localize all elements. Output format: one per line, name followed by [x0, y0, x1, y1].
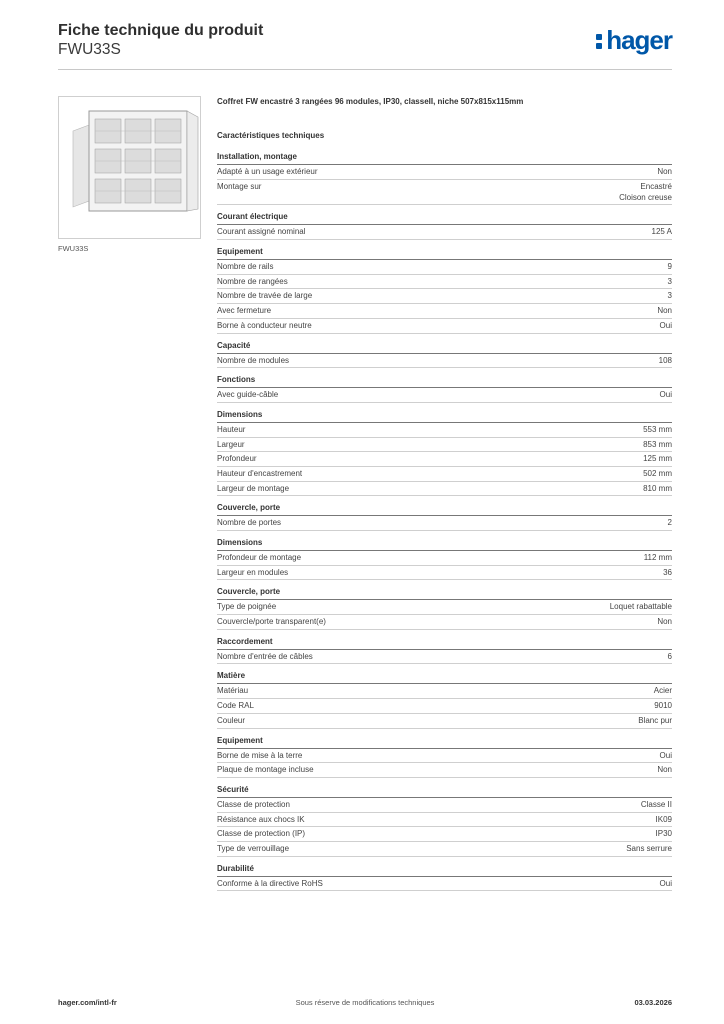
- spec-row: [217, 566, 672, 581]
- spec-value-line: Non: [657, 306, 672, 316]
- spec-group-title: Matière: [217, 670, 672, 684]
- spec-label: Courant assigné nominal: [217, 227, 306, 237]
- spec-value-line: Cloison creuse: [619, 192, 672, 202]
- image-caption: FWU33S: [58, 244, 89, 253]
- spec-value-line: Oui: [659, 878, 672, 888]
- spec-value-line: 125 mm: [643, 454, 672, 464]
- spec-value: [668, 290, 672, 301]
- spec-label: Nombre de modules: [217, 355, 290, 365]
- spec-group: [217, 784, 672, 857]
- spec-value-line: 553 mm: [643, 424, 672, 434]
- spec-value-line: IP30: [655, 829, 672, 839]
- spec-row: [217, 225, 672, 240]
- spec-row: [217, 467, 672, 482]
- spec-value-line: 6: [667, 651, 672, 661]
- footer-notice: Sous réserve de modifications techniques: [295, 998, 435, 1007]
- main-content: [217, 96, 672, 897]
- spec-group: [217, 636, 672, 665]
- spec-value-line: 9: [667, 262, 672, 272]
- spec-value: [643, 453, 672, 464]
- spec-value: [643, 439, 672, 450]
- specs-heading: Caractéristiques techniques: [217, 131, 325, 140]
- spec-value: [668, 517, 672, 528]
- spec-value: [660, 878, 672, 889]
- spec-value: [660, 750, 672, 761]
- spec-value-line: 3: [667, 276, 672, 286]
- spec-label: Hauteur d'encastrement: [217, 468, 303, 478]
- spec-value-line: 502 mm: [643, 468, 672, 478]
- spec-value: [638, 715, 672, 726]
- spec-row: [217, 354, 672, 369]
- spec-value: [656, 828, 672, 839]
- spec-label: Nombre de portes: [217, 518, 282, 528]
- spec-value: [654, 700, 672, 711]
- spec-group: [217, 537, 672, 580]
- spec-label: Montage sur: [217, 181, 262, 191]
- spec-group-title: Equipement: [217, 246, 672, 260]
- spec-value-line: Acier: [653, 686, 672, 696]
- spec-value: [660, 320, 672, 331]
- spec-label: Avec guide-câble: [217, 390, 279, 400]
- spec-label: Largeur de montage: [217, 483, 290, 493]
- spec-value: [657, 764, 672, 775]
- spec-value: [644, 552, 672, 563]
- spec-label: Classe de protection (IP): [217, 829, 306, 839]
- spec-group-title: Dimensions: [217, 537, 672, 551]
- spec-value: [660, 389, 672, 400]
- spec-label: Nombre de travée de large: [217, 291, 313, 301]
- spec-group: [217, 246, 672, 333]
- spec-label: Nombre de rails: [217, 262, 274, 272]
- spec-row: [217, 813, 672, 828]
- spec-label: Couvercle/porte transparent(e): [217, 617, 326, 627]
- spec-value-line: Non: [657, 617, 672, 627]
- footer-date: 03.03.2026: [634, 998, 672, 1007]
- spec-value-line: 125 A: [651, 227, 672, 237]
- spec-row: [217, 319, 672, 334]
- spec-row: [217, 516, 672, 531]
- product-description: Coffret FW encastré 3 rangées 96 modules, IP30, classeII, niche 507x815x115mm: [217, 97, 524, 106]
- spec-row: [217, 749, 672, 764]
- spec-label: Nombre de rangées: [217, 276, 288, 286]
- spec-row: [217, 650, 672, 665]
- spec-value-line: 3: [667, 291, 672, 301]
- spec-row: [217, 798, 672, 813]
- spec-row: [217, 423, 672, 438]
- spec-row: [217, 438, 672, 453]
- spec-value-line: Sans serrure: [626, 843, 672, 853]
- spec-label: Largeur: [217, 439, 245, 449]
- logo-text: hager: [606, 25, 672, 55]
- spec-value: [656, 814, 672, 825]
- spec-group: [217, 340, 672, 369]
- spec-value-line: Loquet rabattable: [609, 602, 672, 612]
- spec-value: [668, 276, 672, 287]
- spec-value: [626, 843, 672, 854]
- spec-value-line: 2: [667, 518, 672, 528]
- page-header: [58, 21, 672, 70]
- spec-group-title: Equipement: [217, 735, 672, 749]
- spec-group-title: Couvercle, porte: [217, 502, 672, 516]
- spec-label: Plaque de montage incluse: [217, 765, 314, 775]
- spec-value-line: Classe II: [640, 799, 672, 809]
- spec-value-line: 853 mm: [643, 439, 672, 449]
- spec-row: [217, 842, 672, 857]
- spec-group-title: Sécurité: [217, 784, 672, 798]
- spec-value: [657, 305, 672, 316]
- spec-value: [668, 651, 672, 662]
- spec-row: [217, 289, 672, 304]
- spec-group: [217, 670, 672, 728]
- spec-label: Hauteur: [217, 424, 246, 434]
- spec-value: [659, 355, 672, 366]
- spec-group: [217, 502, 672, 531]
- spec-group-title: Courant électrique: [217, 211, 672, 225]
- spec-row: [217, 684, 672, 699]
- spec-value: [643, 483, 672, 494]
- spec-row: [217, 699, 672, 714]
- spec-group: [217, 409, 672, 496]
- spec-label: Code RAL: [217, 701, 254, 711]
- spec-value: [619, 181, 672, 203]
- product-reference: FWU33S: [58, 41, 121, 58]
- spec-group: [217, 151, 672, 205]
- spec-group: [217, 586, 672, 629]
- spec-value: [663, 567, 672, 578]
- spec-group: [217, 374, 672, 403]
- footer-website-link[interactable]: hager.com/intl-fr: [58, 998, 117, 1007]
- spec-label: Borne de mise à la terre: [217, 750, 303, 760]
- document-title: Fiche technique du produit: [58, 22, 264, 39]
- hager-logo: [596, 27, 672, 53]
- spec-value-line: 36: [663, 567, 672, 577]
- spec-row: [217, 180, 672, 206]
- spec-value-line: IK09: [655, 814, 672, 824]
- spec-value: [657, 616, 672, 627]
- spec-group-title: Couvercle, porte: [217, 586, 672, 600]
- spec-value: [654, 685, 672, 696]
- spec-label: Classe de protection: [217, 799, 290, 809]
- spec-value-line: Encastré: [640, 181, 672, 191]
- spec-value-line: 112 mm: [643, 553, 672, 562]
- spec-label: Type de verrouillage: [217, 843, 290, 853]
- spec-label: Adapté à un usage extérieur: [217, 167, 318, 176]
- spec-value: [610, 601, 672, 612]
- spec-group-title: Raccordement: [217, 636, 672, 650]
- spec-value-line: 108: [658, 355, 672, 365]
- spec-label: Profondeur de montage: [217, 553, 302, 562]
- spec-group-title: Dimensions: [217, 409, 672, 423]
- spec-value-line: Oui: [659, 320, 672, 330]
- spec-row: [217, 260, 672, 275]
- spec-value-line: Oui: [659, 390, 672, 400]
- spec-row: [217, 827, 672, 842]
- spec-value: [657, 166, 672, 177]
- enclosure-illustration: [59, 97, 200, 238]
- spec-group-title: Durabilité: [217, 863, 672, 877]
- spec-row: [217, 714, 672, 729]
- spec-value-line: Non: [657, 167, 672, 176]
- spec-group-title: Capacité: [217, 340, 672, 354]
- spec-value: [643, 424, 672, 435]
- spec-value-line: 810 mm: [643, 483, 672, 493]
- spec-value-line: 9010: [654, 701, 672, 711]
- spec-value-line: Non: [657, 765, 672, 775]
- spec-group: [217, 863, 672, 892]
- spec-value: [652, 226, 672, 237]
- spec-label: Nombre d'entrée de câbles: [217, 651, 313, 661]
- spec-group: [217, 735, 672, 778]
- spec-label: Avec fermeture: [217, 306, 272, 316]
- spec-value-line: Blanc pur: [638, 715, 672, 725]
- spec-row: [217, 388, 672, 403]
- spec-row: [217, 615, 672, 630]
- spec-label: Profondeur: [217, 454, 257, 464]
- spec-row: [217, 165, 672, 180]
- spec-value: [668, 261, 672, 272]
- spec-row: [217, 452, 672, 467]
- spec-label: Borne à conducteur neutre: [217, 320, 312, 330]
- spec-value: [641, 799, 672, 810]
- spec-label: Matériau: [217, 686, 249, 696]
- spec-row: [217, 275, 672, 290]
- spec-row: [217, 304, 672, 319]
- spec-row: [217, 877, 672, 892]
- spec-row: [217, 551, 672, 566]
- spec-label: Conforme à la directive RoHS: [217, 878, 323, 888]
- product-image: [58, 96, 201, 239]
- spec-row: [217, 763, 672, 778]
- spec-label: Type de poignée: [217, 602, 277, 612]
- spec-row: [217, 600, 672, 615]
- logo-colon-mark: [596, 29, 604, 51]
- specs-groups: [217, 151, 672, 891]
- spec-label: Couleur: [217, 715, 246, 725]
- spec-group: [217, 211, 672, 240]
- spec-value-line: Oui: [659, 750, 672, 760]
- spec-group-title: Fonctions: [217, 374, 672, 388]
- spec-value: [643, 468, 672, 479]
- spec-label: Résistance aux chocs IK: [217, 814, 305, 824]
- spec-row: [217, 482, 672, 497]
- spec-label: Largeur en modules: [217, 567, 289, 577]
- spec-group-title: Installation, montage: [217, 151, 672, 165]
